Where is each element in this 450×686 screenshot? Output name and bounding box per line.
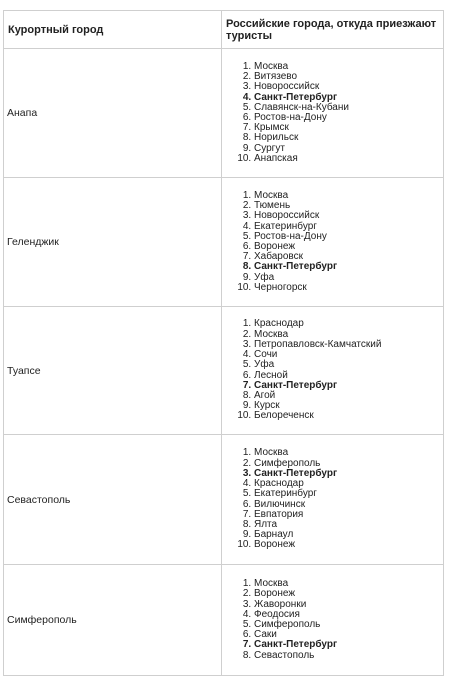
- origin-cities-list: [222, 448, 443, 550]
- origin-city-item: 7. Евпатория: [254, 510, 443, 520]
- origin-city-item: 5. Ростов-на-Дону: [254, 232, 443, 242]
- origin-city-item: 9. Сургут: [254, 144, 443, 154]
- origin-city-item: 1. Краснодар: [254, 319, 443, 329]
- origin-city-item: 6. Ростов-на-Дону: [254, 113, 443, 123]
- table-row: [4, 565, 444, 676]
- origin-city-item: 2. Москва: [254, 330, 443, 340]
- resort-city-cell: Симферополь: [4, 565, 222, 676]
- origin-city-item: 10. Черногорск: [254, 283, 443, 293]
- origin-city-item: 8. Севастополь: [254, 651, 443, 661]
- origin-city-item: 7. Санкт-Петербург: [254, 381, 443, 391]
- origin-city-item: 10. Анапская: [254, 154, 443, 164]
- origin-city-item: 1. Москва: [254, 579, 443, 589]
- origin-city-item: 7. Крымск: [254, 123, 443, 133]
- header-origin-cities: Российские города, откуда приезжают туристы: [222, 11, 444, 49]
- origin-city-item: 4. Феодосия: [254, 610, 443, 620]
- origin-city-item: 8. Агой: [254, 391, 443, 401]
- table-row: [4, 49, 444, 178]
- origin-city-item: 2. Воронеж: [254, 589, 443, 599]
- origin-city-item: 8. Санкт-Петербург: [254, 262, 443, 272]
- origin-city-item: 1. Москва: [254, 191, 443, 201]
- origin-city-item: 10. Воронеж: [254, 540, 443, 550]
- origin-city-item: 3. Петропавловск-Камчатский: [254, 340, 443, 350]
- origin-city-item: 8. Норильск: [254, 133, 443, 143]
- origin-city-item: 2. Витязево: [254, 72, 443, 82]
- origin-city-item: 4. Краснодар: [254, 479, 443, 489]
- origin-cities-cell: [222, 435, 444, 565]
- origin-city-item: 10. Белореченск: [254, 411, 443, 421]
- origin-city-item: 1. Москва: [254, 448, 443, 458]
- resort-city-cell: Анапа: [4, 49, 222, 178]
- origin-cities-list: [222, 191, 443, 293]
- origin-city-item: 3. Новороссийск: [254, 211, 443, 221]
- origin-city-item: 8. Ялта: [254, 520, 443, 530]
- resort-city-cell: Геленджик: [4, 178, 222, 307]
- resort-city-cell: Туапсе: [4, 307, 222, 435]
- origin-city-item: 9. Барнаул: [254, 530, 443, 540]
- origin-city-item: 6. Саки: [254, 630, 443, 640]
- tourist-origin-table: [3, 10, 444, 676]
- origin-cities-cell: [222, 49, 444, 178]
- origin-cities-list: [222, 319, 443, 421]
- origin-city-item: 3. Жаворонки: [254, 600, 443, 610]
- origin-city-item: 5. Славянск-на-Кубани: [254, 103, 443, 113]
- origin-city-item: 2. Симферополь: [254, 459, 443, 469]
- origin-city-item: 5. Уфа: [254, 360, 443, 370]
- origin-city-item: 4. Сочи: [254, 350, 443, 360]
- header-resort-city: Курортный город: [4, 11, 222, 49]
- origin-city-item: 5. Екатеринбург: [254, 489, 443, 499]
- origin-city-item: 6. Лесной: [254, 371, 443, 381]
- origin-city-item: 9. Уфа: [254, 273, 443, 283]
- origin-city-item: 6. Вилючинск: [254, 500, 443, 510]
- table-row: [4, 435, 444, 565]
- origin-city-item: 6. Воронеж: [254, 242, 443, 252]
- origin-city-item: 5. Симферополь: [254, 620, 443, 630]
- origin-city-item: 2. Тюмень: [254, 201, 443, 211]
- table-row: [4, 178, 444, 307]
- origin-cities-cell: [222, 178, 444, 307]
- origin-city-item: 3. Санкт-Петербург: [254, 469, 443, 479]
- origin-city-item: 4. Санкт-Петербург: [254, 93, 443, 103]
- origin-cities-list: [222, 62, 443, 164]
- origin-city-item: 3. Новороссийск: [254, 82, 443, 92]
- origin-cities-cell: [222, 307, 444, 435]
- table-header-row: [4, 11, 444, 49]
- resort-city-cell: Севастополь: [4, 435, 222, 565]
- origin-city-item: 1. Москва: [254, 62, 443, 72]
- origin-cities-cell: [222, 565, 444, 676]
- origin-city-item: 7. Санкт-Петербург: [254, 640, 443, 650]
- origin-city-item: 7. Хабаровск: [254, 252, 443, 262]
- origin-cities-list: [222, 579, 443, 661]
- origin-city-item: 9. Курск: [254, 401, 443, 411]
- origin-city-item: 4. Екатеринбург: [254, 222, 443, 232]
- table-row: [4, 307, 444, 435]
